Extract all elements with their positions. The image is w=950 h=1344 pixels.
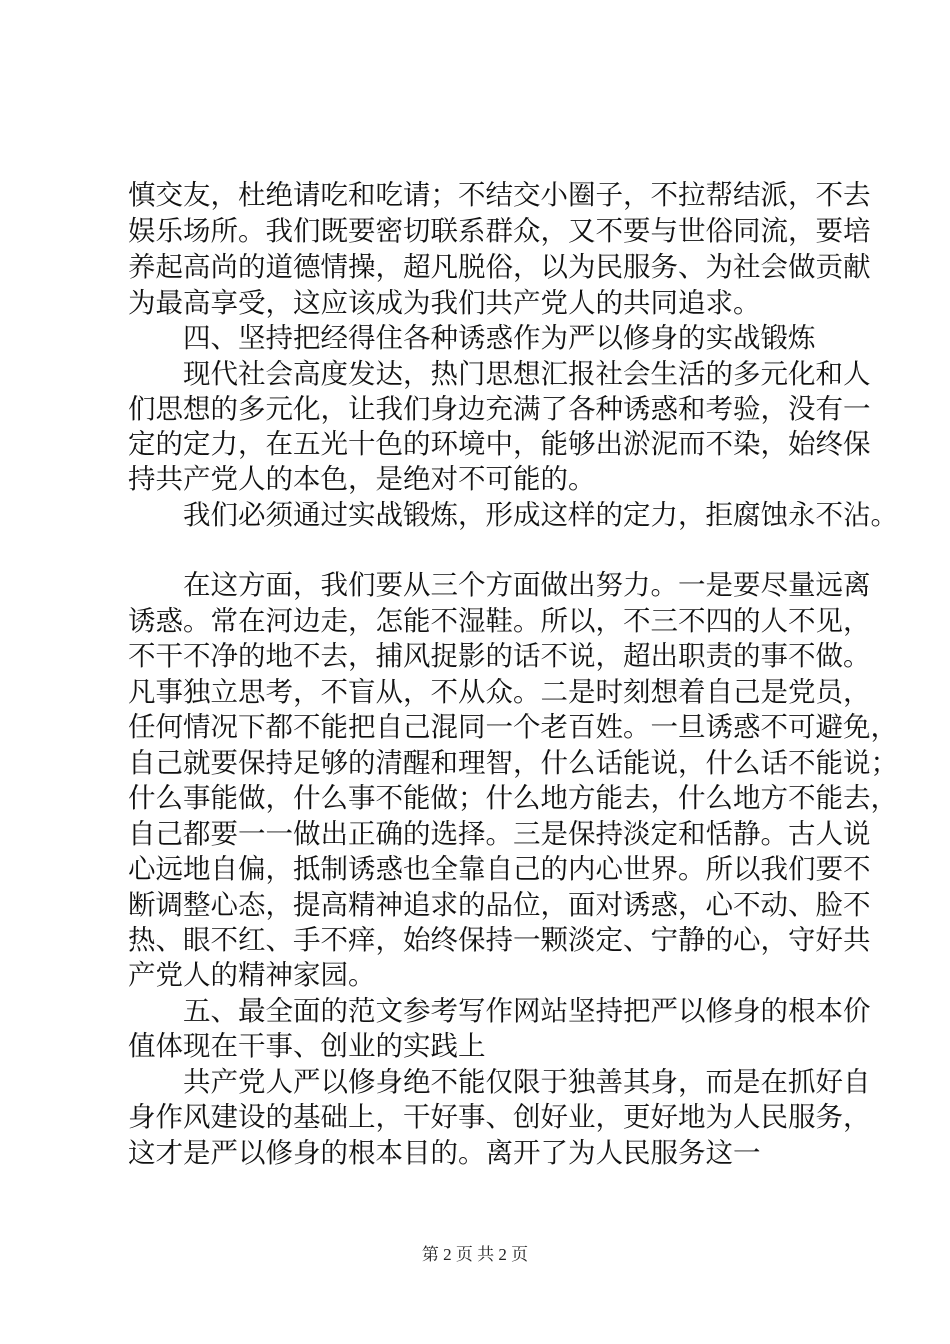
paragraph-line: 定的定力，在五光十色的环境中，能够出淤泥而不染，始终保 — [128, 428, 871, 460]
section-heading-4: 四、坚持把经得住各种诱惑作为严以修身的实战锻炼 — [183, 322, 816, 354]
paragraph-line: 在这方面，我们要从三个方面做出努力。一是要尽量远离 — [183, 569, 871, 601]
paragraph-line: 们思想的多元化，让我们身边充满了各种诱惑和考验，没有一 — [128, 393, 871, 425]
paragraph-line: 自己都要一一做出正确的选择。三是保持淡定和恬静。古人说 — [128, 818, 871, 850]
paragraph-line: 身作风建设的基础上，干好事、创好业，更好地为人民服务， — [128, 1101, 871, 1133]
paragraph-line: 自己就要保持足够的清醒和理智，什么话能说，什么话不能说； — [128, 747, 898, 779]
paragraph-line: 现代社会高度发达，热门思想汇报社会生活的多元化和人 — [183, 358, 871, 390]
paragraph-line: 慎交友，杜绝请吃和吃请；不结交小圈子，不拉帮结派，不去 — [128, 179, 871, 211]
paragraph-line: 持共产党人的本色，是绝对不可能的。 — [128, 463, 596, 495]
section-heading-5: 五、最全面的范文参考写作网站坚持把严以修身的根本价 — [183, 995, 871, 1027]
paragraph-line: 产党人的精神家园。 — [128, 959, 376, 991]
paragraph-line: 心远地自偏，抵制诱惑也全靠自己的内心世界。所以我们要不 — [128, 853, 871, 885]
page-number-footer: 第 2 页 共 2 页 — [421, 1245, 529, 1264]
paragraph-line: 诱惑。常在河边走，怎能不湿鞋。所以，不三不四的人不见， — [128, 605, 871, 637]
paragraph-line: 热、眼不红、手不痒，始终保持一颗淡定、宁静的心，守好共 — [128, 924, 871, 956]
paragraph-line: 养起高尚的道德情操，超凡脱俗，以为民服务、为社会做贡献 — [128, 251, 871, 283]
paragraph-line: 共产党人严以修身绝不能仅限于独善其身，而是在抓好自 — [183, 1066, 871, 1098]
section-heading-5-continued: 值体现在干事、创业的实践上 — [128, 1030, 486, 1062]
paragraph-line: 不干不净的地不去，捕风捉影的话不说，超出职责的事不做。 — [128, 640, 871, 672]
paragraph-line: 断调整心态，提高精神追求的品位，面对诱惑，心不动、脸不 — [128, 889, 871, 921]
paragraph-line: 凡事独立思考，不盲从，不从众。二是时刻想着自己是党员， — [128, 676, 871, 708]
paragraph-line: 我们必须通过实战锻炼，形成这样的定力，拒腐蚀永不沾。 — [183, 499, 898, 531]
paragraph-line: 这才是严以修身的根本目的。离开了为人民服务这一 — [128, 1137, 761, 1169]
paragraph-line: 任何情况下都不能把自己混同一个老百姓。一旦诱惑不可避免， — [128, 711, 898, 743]
paragraph-line: 什么事能做，什么事不能做；什么地方能去，什么地方不能去， — [128, 782, 898, 814]
paragraph-line: 娱乐场所。我们既要密切联系群众，又不要与世俗同流，要培 — [128, 215, 871, 247]
paragraph-line: 为最高享受，这应该成为我们共产党人的共同追求。 — [128, 287, 761, 319]
